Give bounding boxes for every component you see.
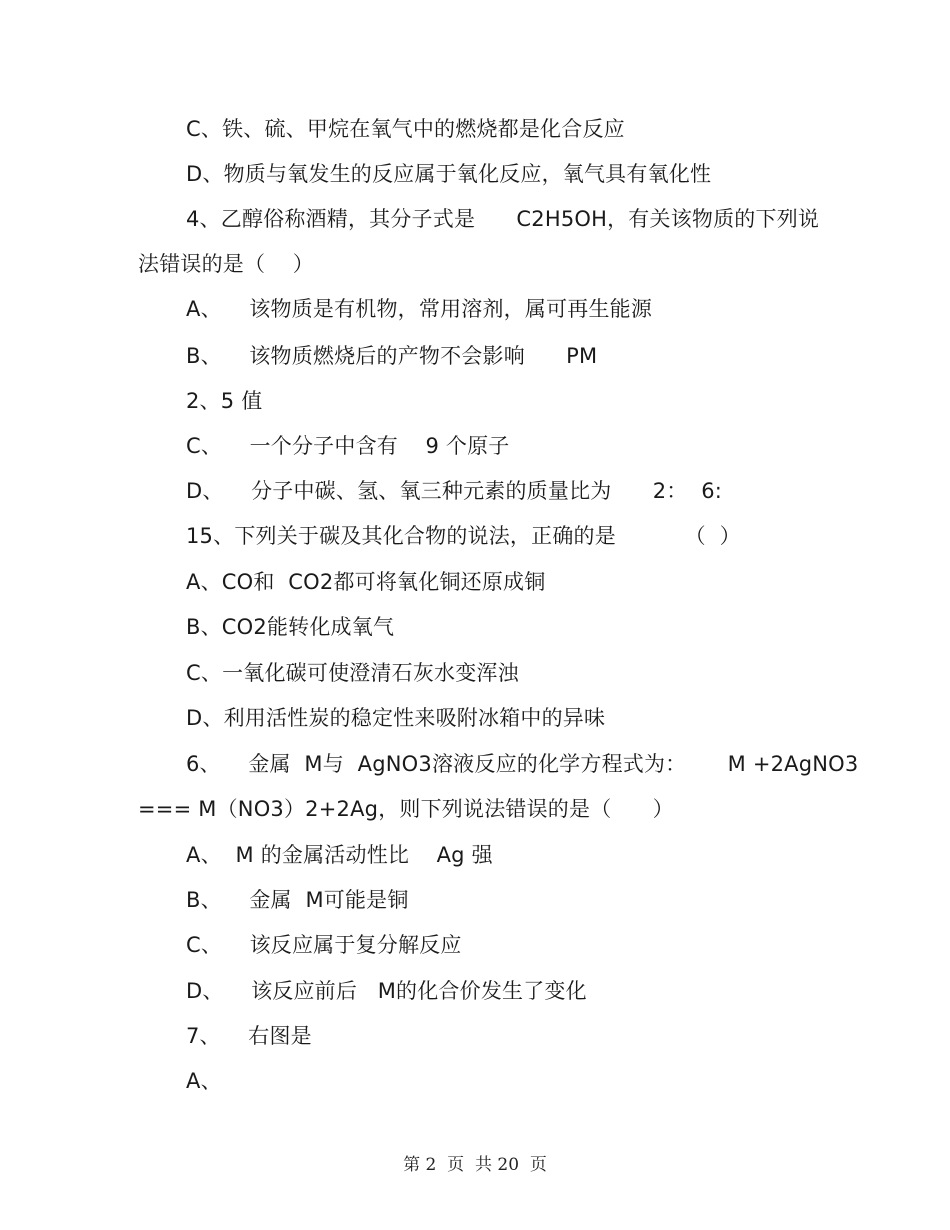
question-15-stem: 15、下列关于碳及其化合物的说法，正确的是 （ ） — [186, 524, 741, 548]
question-7-stem: 7、 右图是 — [186, 1024, 312, 1048]
page-footer: 第 2 页 共 20 页 — [403, 1155, 547, 1175]
option-a-q4: A、 该物质是有机物，常用溶剂，属可再生能源 — [186, 297, 653, 321]
option-b-q6: B、 金属 M可能是铜 — [186, 888, 409, 912]
option-c-q6: C、 该反应属于复分解反应 — [186, 933, 462, 957]
option-a-q15: A、CO和 CO2都可将氧化铜还原成铜 — [186, 570, 546, 594]
option-b-q15: B、CO2能转化成氧气 — [186, 615, 395, 639]
option-d-q3: D、物质与氧发生的反应属于氧化反应，氧气具有氧化性 — [186, 162, 712, 186]
question-6-stem-cont: === M（NO3）2+2Ag，则下列说法错误的是（ ） — [138, 797, 674, 821]
option-a-q7: A、 — [186, 1069, 222, 1093]
option-d-q6: D、 该反应前后 M的化合价发生了变化 — [186, 979, 587, 1003]
option-d-q15: D、利用活性炭的稳定性来吸附冰箱中的异味 — [186, 706, 606, 730]
option-a-q6: A、 M 的金属活动性比 Ag 强 — [186, 843, 493, 867]
option-c-q3: C、铁、硫、甲烷在氧气中的燃烧都是化合反应 — [186, 117, 625, 141]
option-c-q4: C、 一个分子中含有 9 个原子 — [186, 434, 510, 458]
option-b-q4-cont: 2、5 值 — [186, 389, 263, 413]
option-b-q4: B、 该物质燃烧后的产物不会影响 PM — [186, 344, 598, 368]
option-d-q4: D、 分子中碳、氢、氧三种元素的质量比为 2： 6: — [186, 479, 723, 503]
question-6-stem: 6、 金属 M与 AgNO3溶液反应的化学方程式为： M +2AgNO3 — [186, 752, 859, 776]
question-4-stem-cont: 法错误的是（ ） — [138, 252, 314, 276]
option-c-q15: C、一氧化碳可使澄清石灰水变浑浊 — [186, 661, 519, 685]
question-4-stem: 4、乙醇俗称酒精，其分子式是 C2H5OH，有关该物质的下列说 — [186, 207, 820, 231]
